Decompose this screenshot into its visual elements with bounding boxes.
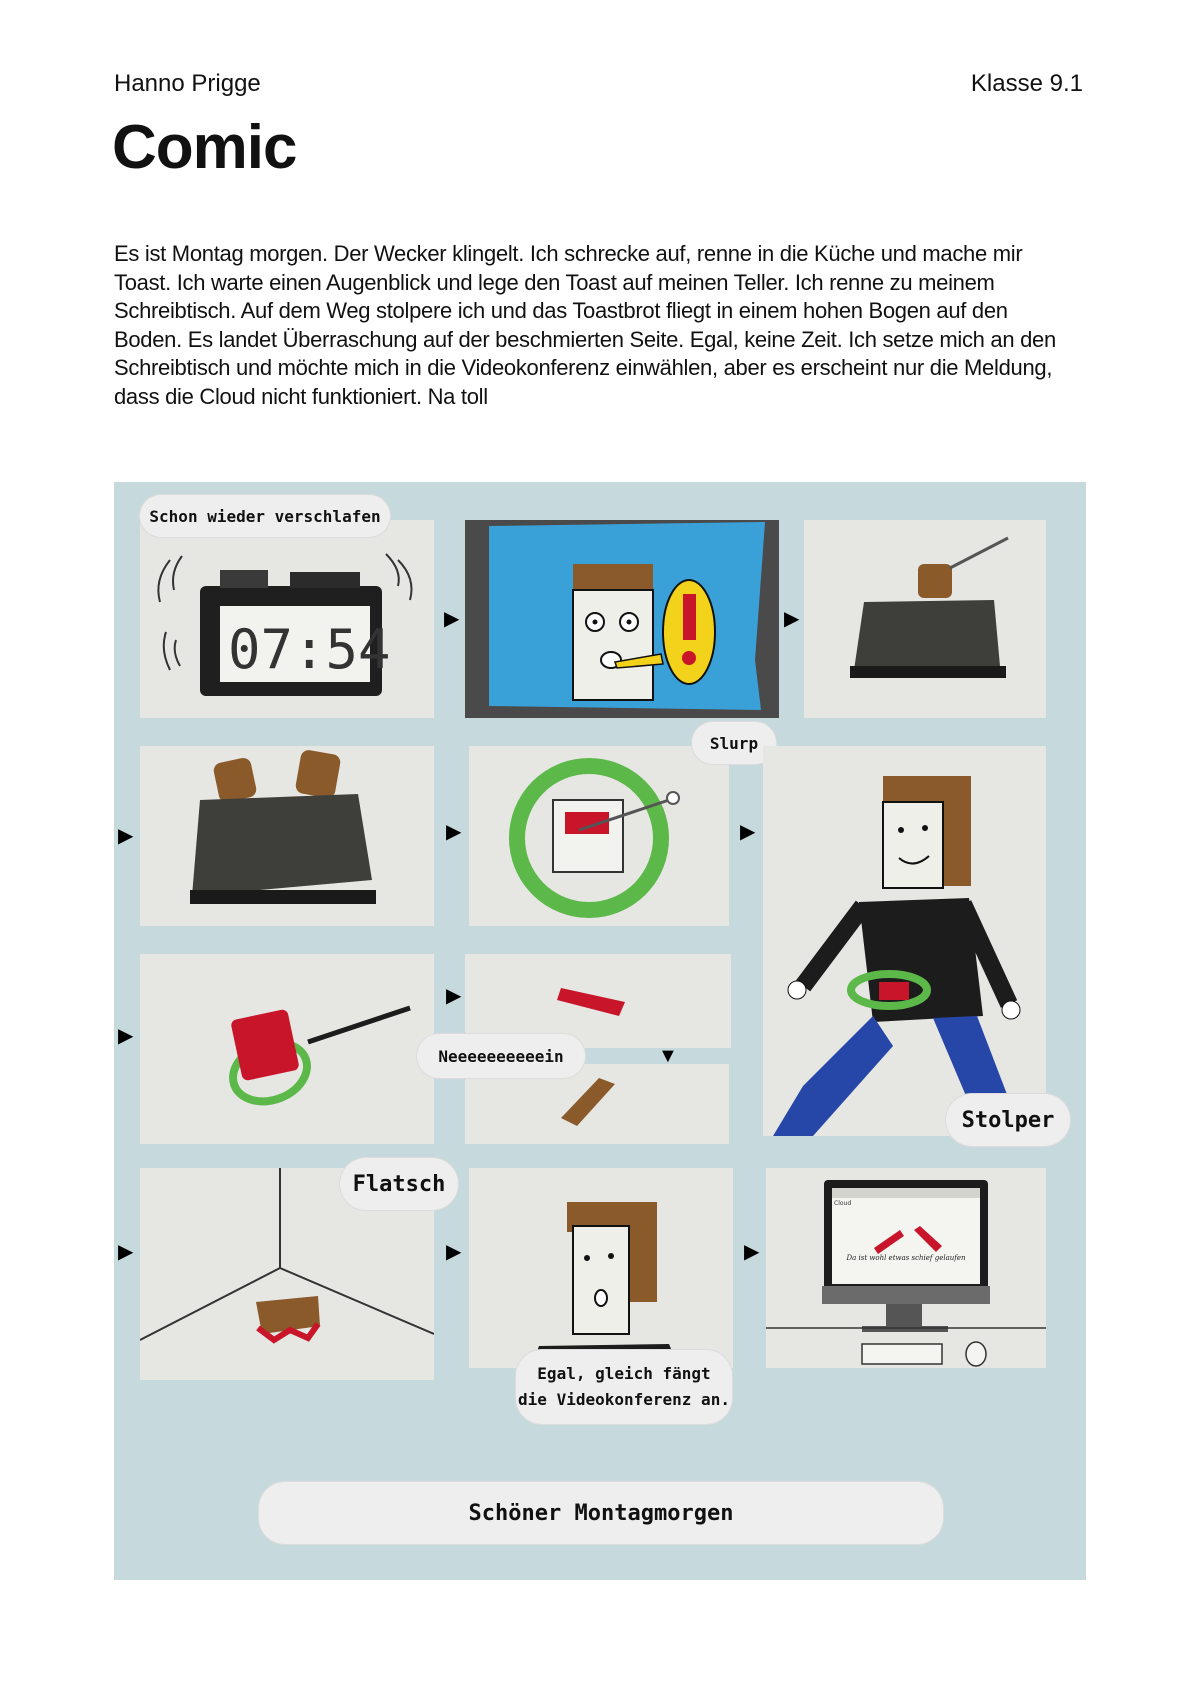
speech-bubble-stolper: Stolper xyxy=(946,1094,1070,1146)
closing-caption: Schöner Montagmorgen xyxy=(259,1482,943,1544)
speech-bubble-egal-line2: die Videokonferenz an. xyxy=(518,1390,730,1409)
arrow-right-icon: ▶ xyxy=(744,1241,760,1263)
page-title: Comic xyxy=(112,113,297,182)
screen-window-label: Cloud xyxy=(834,1200,852,1207)
speech-bubble-verschlafen: Schon wieder verschlafen xyxy=(140,495,390,537)
clock-time-display: 07:54 xyxy=(228,618,391,681)
panel-running-person xyxy=(763,746,1046,1136)
arrow-right-icon: ▶ xyxy=(784,608,800,630)
speech-bubble-flatsch: Flatsch xyxy=(340,1158,458,1210)
arrow-down-icon: ▼ xyxy=(658,1045,678,1067)
class-label: Klasse 9.1 xyxy=(970,70,1083,97)
panel-shocked-face xyxy=(465,520,779,718)
panel-toaster-waiting xyxy=(804,520,1046,718)
panel-jam-on-toast xyxy=(469,746,729,926)
arrow-right-icon: ▶ xyxy=(118,825,134,847)
panel-indifferent-face xyxy=(469,1168,733,1368)
comic-strip xyxy=(114,482,1086,1580)
panel-toast-flying xyxy=(140,954,434,1144)
speech-bubble-nein: Neeeeeeeeeein xyxy=(417,1034,585,1078)
author-name: Hanno Prigge xyxy=(114,70,261,97)
arrow-right-icon: ▶ xyxy=(118,1025,134,1047)
panel-computer-error xyxy=(766,1168,1046,1368)
speech-bubble-egal-line1: Egal, gleich fängt xyxy=(537,1364,711,1383)
panel-toast-popping xyxy=(140,746,434,926)
arrow-right-icon: ▶ xyxy=(446,1241,462,1263)
arrow-right-icon: ▶ xyxy=(446,985,462,1007)
arrow-right-icon: ▶ xyxy=(118,1241,134,1263)
speech-bubble-slurp: Slurp xyxy=(692,722,776,764)
arrow-right-icon: ▶ xyxy=(740,821,756,843)
screen-error-message: Da ist wohl etwas schief gelaufen xyxy=(846,1254,966,1262)
arrow-right-icon: ▶ xyxy=(446,821,462,843)
story-text: Es ist Montag morgen. Der Wecker klingelt. Ich schrecke auf, renne in die Küche und mache mir Toast. Ich warte einen Augenblick und lege den Toast auf meinen Teller. Ich renne zu meinem Schreibtisch. Auf dem Weg stolpere ich und das Toastbrot fliegt in einem hohen Bogen auf den Boden. Es landet Überraschung auf der beschmierten Seite. Egal, keine Zeit. Ich setze mich an den Schreibtisch und möchte mich in die Videokonferenz einwählen, aber es erscheint nur die Meldung, dass die Cloud nicht funktioniert. Na toll xyxy=(114,241,1056,409)
speech-bubble-egal xyxy=(516,1350,732,1424)
arrow-right-icon: ▶ xyxy=(444,608,460,630)
